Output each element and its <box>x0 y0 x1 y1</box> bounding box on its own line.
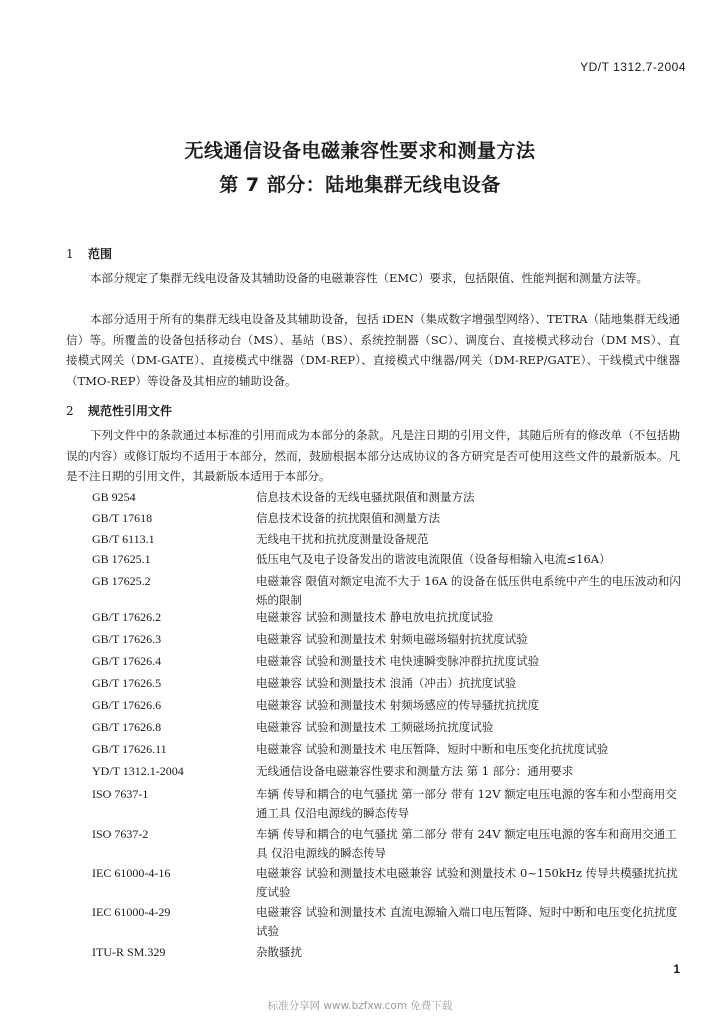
section-1-paragraph-1: 本部分规定了集群无线电设备及其辅助设备的电磁兼容性（EMC）要求，包括限值、性能判据和测量方法等。 <box>90 271 648 285</box>
section-number: 1 <box>66 247 74 261</box>
page-number: 1 <box>673 962 680 976</box>
reference-title: 车辆 传导和耦合的电气骚扰 第二部分 带有 24V 额定电压电源的客车和商用交通工具 仅沿电源线的瞬态传导 <box>256 827 677 860</box>
section-2-paragraph-1: 下列文件中的条款通过本标准的引用而成为本部分的条款。凡是注日期的引用文件，其随后所有的修改单（不包括勘误的内容）或修订版均不适用于本部分，然而，鼓励根据本部分达成协议的各方研究是否可使用这些文件的最新版本。凡是不注日期的引用文件，其最新版本适用于本部分。 <box>66 428 680 483</box>
section-title: 规范性引用文件 <box>88 404 173 418</box>
reference-code: GB/T 17626.2 <box>92 610 162 624</box>
reference-code: GB 9254 <box>92 490 136 504</box>
section-number: 2 <box>66 404 74 418</box>
reference-title: 信息技术设备的无线电骚扰限值和测量方法 <box>256 490 475 504</box>
reference-code: GB/T 17626.3 <box>92 632 162 646</box>
reference-title: 车辆 传导和耦合的电气骚扰 第一部分 带有 12V 额定电压电源的客车和小型商用交通工具 仅沿电源线的瞬态传导 <box>256 787 677 820</box>
reference-title: 电磁兼容 试验和测量技术 电压暂降、短时中断和电压变化抗扰度试验 <box>256 742 609 756</box>
reference-title: 电磁兼容 限值对额定电流不大于 16A 的设备在低压供电系统中产生的电压波动和闪烁的限制 <box>256 574 681 607</box>
section-1-paragraph-2: 本部分适用于所有的集群无线电设备及其辅助设备，包括 iDEN（集成数字增强型网络）、TETRA（陆地集群无线通信）等。所覆盖的设备包括移动台（MS）、基站（BS）、系统控制器（SC）、调度台、直接模式移动台（DM MS）、直接模式网关（DM-GATE）、直接模式中继器（DM-REP）、直接模式中继器/网关（DM-REP/GATE）、干线模式中继器（TMO-REP）等设备及其相应的辅助设备。 <box>66 312 680 388</box>
reference-code: GB/T 17626.8 <box>92 720 162 734</box>
reference-code: GB/T 6113.1 <box>92 532 155 546</box>
reference-title: 电磁兼容 试验和测量技术 射频电磁场辐射抗扰度试验 <box>256 632 528 646</box>
reference-code: GB/T 17626.6 <box>92 698 162 712</box>
reference-code: IEC 61000-4-16 <box>92 866 171 880</box>
reference-title: 低压电气及电子设备发出的谐波电流限值（设备每相输入电流≤16A） <box>256 552 611 566</box>
section-2-heading <box>66 402 172 419</box>
reference-code: GB 17625.1 <box>92 552 151 566</box>
reference-code: GB/T 17618 <box>92 511 153 525</box>
reference-title: 信息技术设备的抗扰限值和测量方法 <box>256 511 440 525</box>
reference-title: 电磁兼容 试验和测量技术 工频磁场抗扰度试验 <box>256 720 494 734</box>
section-title: 范围 <box>88 247 113 261</box>
document-title-line-1: 无线通信设备电磁兼容性要求和测量方法 <box>184 140 536 162</box>
reference-code: GB/T 17626.4 <box>92 654 162 668</box>
standard-number: YD/T 1312.7-2004 <box>580 60 686 74</box>
reference-title: 无线电干扰和抗扰度测量设备规范 <box>256 532 429 546</box>
reference-code: GB/T 17626.5 <box>92 676 162 690</box>
reference-code: GB 17625.2 <box>92 574 151 588</box>
reference-title: 电磁兼容 试验和测量技术 静电放电抗扰度试验 <box>256 610 494 624</box>
reference-code: ISO 7637-1 <box>92 787 149 801</box>
reference-title: 电磁兼容 试验和测量技术电磁兼容 试验和测量技术 0~150kHz 传导共模骚扰抗扰度试验 <box>256 866 678 899</box>
document-title-line-2: 第 7 部分：陆地集群无线电设备 <box>219 174 501 196</box>
reference-title: 无线通信设备电磁兼容性要求和测量方法 第 1 部分：通用要求 <box>256 764 574 778</box>
reference-code: YD/T 1312.1-2004 <box>92 764 184 778</box>
reference-code: ISO 7637-2 <box>92 827 149 841</box>
reference-title: 电磁兼容 试验和测量技术 直流电源输入端口电压暂降、短时中断和电压变化抗扰度试验 <box>256 905 678 938</box>
reference-title: 杂散骚扰 <box>256 945 302 959</box>
reference-code: ITU-R SM.329 <box>92 945 166 959</box>
section-1-heading <box>66 245 112 262</box>
reference-title: 电磁兼容 试验和测量技术 浪涌（冲击）抗扰度试验 <box>256 676 517 690</box>
reference-code: IEC 61000-4-29 <box>92 905 171 919</box>
reference-title: 电磁兼容 试验和测量技术 射频场感应的传导骚扰抗扰度 <box>256 698 540 712</box>
watermark-text: 标准分享网 www.bzfxw.com 免费下载 <box>267 1000 453 1012</box>
reference-title: 电磁兼容 试验和测量技术 电快速瞬变脉冲群抗扰度试验 <box>256 654 540 668</box>
reference-code: GB/T 17626.11 <box>92 742 167 756</box>
